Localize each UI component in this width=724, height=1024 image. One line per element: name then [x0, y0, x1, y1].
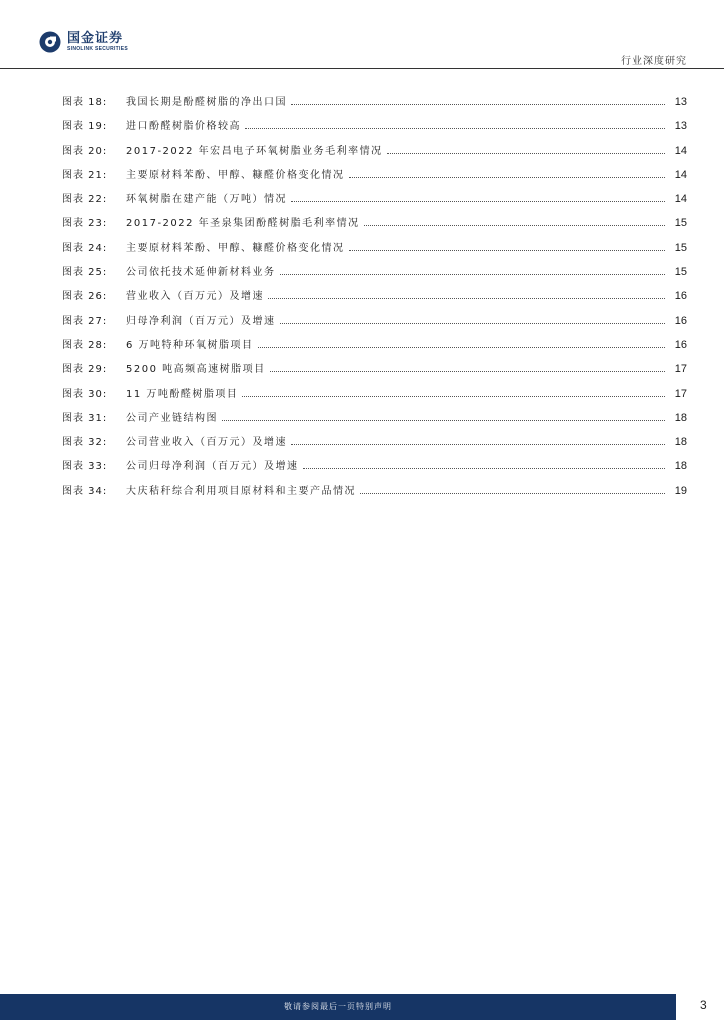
toc-row[interactable] — [62, 211, 687, 235]
toc-page-number: 13 — [674, 96, 687, 108]
page-header — [0, 0, 724, 70]
toc-figure-title[interactable]: 进口酚醛树脂价格较高 — [126, 121, 241, 133]
toc-row[interactable] — [62, 333, 687, 357]
header-divider — [0, 68, 724, 69]
toc-dot-leader — [349, 250, 666, 251]
toc-figure-title[interactable]: 大庆秸秆综合利用项目原材料和主要产品情况 — [126, 485, 356, 497]
toc-dot-leader — [222, 420, 665, 421]
toc-row[interactable] — [62, 309, 687, 333]
toc-dot-leader — [291, 444, 665, 445]
toc-page-number: 18 — [674, 411, 687, 424]
toc-dot-leader — [387, 153, 665, 154]
toc-page-number: 18 — [674, 460, 687, 473]
toc-figure-title[interactable]: 归母净利润（百万元）及增速 — [126, 315, 276, 327]
toc-figure-title[interactable]: 公司归母净利润（百万元）及增速 — [126, 461, 299, 473]
figure-list — [62, 90, 687, 503]
toc-page-number: 15 — [674, 217, 687, 230]
company-logo — [39, 30, 128, 54]
toc-figure-label: 图表 28: — [62, 339, 108, 351]
toc-dot-leader — [258, 347, 665, 348]
toc-figure-label: 图表 25: — [62, 267, 108, 279]
logo-english-text: SINOLINK SECURITIES — [67, 46, 128, 52]
report-type-title: 行业深度研究 — [621, 56, 687, 67]
toc-figure-title[interactable]: 营业收入（百万元）及增速 — [126, 291, 264, 303]
toc-row[interactable] — [62, 187, 687, 211]
sinolink-logo-icon — [39, 31, 61, 53]
toc-page-number: 13 — [674, 120, 687, 133]
toc-dot-leader — [291, 104, 665, 105]
toc-page-number: 18 — [674, 436, 687, 449]
toc-row[interactable] — [62, 454, 687, 478]
toc-figure-label: 图表 21: — [62, 169, 108, 181]
toc-figure-label: 图表 29: — [62, 364, 108, 376]
toc-figure-label: 图表 19: — [62, 121, 108, 133]
toc-figure-title[interactable]: 2017-2022 年宏昌电子环氧树脂业务毛利率情况 — [126, 145, 383, 157]
logo-chinese-text: 国金证券 — [67, 31, 124, 46]
toc-figure-title[interactable]: 公司营业收入（百万元）及增速 — [126, 437, 287, 449]
toc-page-number: 16 — [674, 314, 687, 327]
toc-dot-leader — [242, 396, 665, 397]
toc-page-number: 14 — [674, 144, 687, 157]
toc-figure-title[interactable]: 6 万吨特种环氧树脂项目 — [126, 339, 254, 351]
toc-page-number: 15 — [674, 266, 687, 279]
toc-dot-leader — [364, 225, 665, 226]
toc-row[interactable] — [62, 139, 687, 163]
toc-figure-label: 图表 20: — [62, 145, 108, 157]
toc-dot-leader — [268, 298, 665, 299]
toc-row[interactable] — [62, 260, 687, 284]
toc-row[interactable] — [62, 114, 687, 138]
toc-figure-label: 图表 31: — [62, 412, 108, 424]
toc-page-number: 19 — [674, 484, 687, 497]
toc-figure-label: 图表 33: — [62, 461, 108, 473]
toc-dot-leader — [349, 177, 666, 178]
toc-figure-label: 图表 18: — [62, 97, 108, 108]
toc-figure-title[interactable]: 5200 吨高频高速树脂项目 — [126, 364, 266, 376]
toc-figure-title[interactable]: 公司产业链结构图 — [126, 412, 218, 424]
toc-figure-title[interactable]: 2017-2022 年圣泉集团酚醛树脂毛利率情况 — [126, 218, 360, 230]
toc-figure-title[interactable]: 我国长期是酚醛树脂的净出口国 — [126, 97, 287, 108]
footer-disclaimer: 敬请参阅最后一页特别声明 — [284, 1002, 392, 1011]
toc-dot-leader — [280, 274, 666, 275]
toc-figure-label: 图表 22: — [62, 194, 108, 206]
toc-figure-title[interactable]: 主要原材料苯酚、甲醇、糠醛价格变化情况 — [126, 242, 345, 254]
toc-figure-title[interactable]: 公司依托技术延伸新材料业务 — [126, 267, 276, 279]
toc-page-number: 14 — [674, 168, 687, 181]
toc-dot-leader — [245, 128, 665, 129]
toc-dot-leader — [291, 201, 665, 202]
toc-row[interactable] — [62, 284, 687, 308]
toc-figure-label: 图表 26: — [62, 291, 108, 303]
toc-figure-label: 图表 30: — [62, 388, 108, 400]
toc-dot-leader — [270, 371, 665, 372]
toc-figure-title[interactable]: 主要原材料苯酚、甲醇、糠醛价格变化情况 — [126, 169, 345, 181]
toc-figure-label: 图表 32: — [62, 437, 108, 449]
toc-page-number: 15 — [674, 241, 687, 254]
toc-row[interactable] — [62, 430, 687, 454]
toc-page-number: 17 — [674, 387, 687, 400]
toc-figure-title[interactable]: 环氧树脂在建产能（万吨）情况 — [126, 194, 287, 206]
toc-row[interactable] — [62, 357, 687, 381]
toc-dot-leader — [280, 323, 666, 324]
toc-row[interactable] — [62, 406, 687, 430]
toc-page-number: 16 — [674, 290, 687, 303]
toc-figure-title[interactable]: 11 万吨酚醛树脂项目 — [126, 388, 239, 400]
toc-dot-leader — [303, 468, 666, 469]
toc-row[interactable] — [62, 236, 687, 260]
toc-page-number: 16 — [674, 338, 687, 351]
page-number: 3 — [700, 998, 707, 1012]
toc-page-number: 14 — [674, 193, 687, 206]
toc-figure-label: 图表 34: — [62, 485, 108, 497]
toc-row[interactable] — [62, 382, 687, 406]
toc-figure-label: 图表 23: — [62, 218, 108, 230]
page-footer — [0, 994, 724, 1024]
toc-figure-label: 图表 27: — [62, 315, 108, 327]
toc-figure-label: 图表 24: — [62, 242, 108, 254]
toc-row[interactable] — [62, 90, 687, 114]
toc-row[interactable] — [62, 479, 687, 503]
toc-dot-leader — [360, 493, 665, 494]
toc-page-number: 17 — [674, 363, 687, 376]
toc-row[interactable] — [62, 163, 687, 187]
